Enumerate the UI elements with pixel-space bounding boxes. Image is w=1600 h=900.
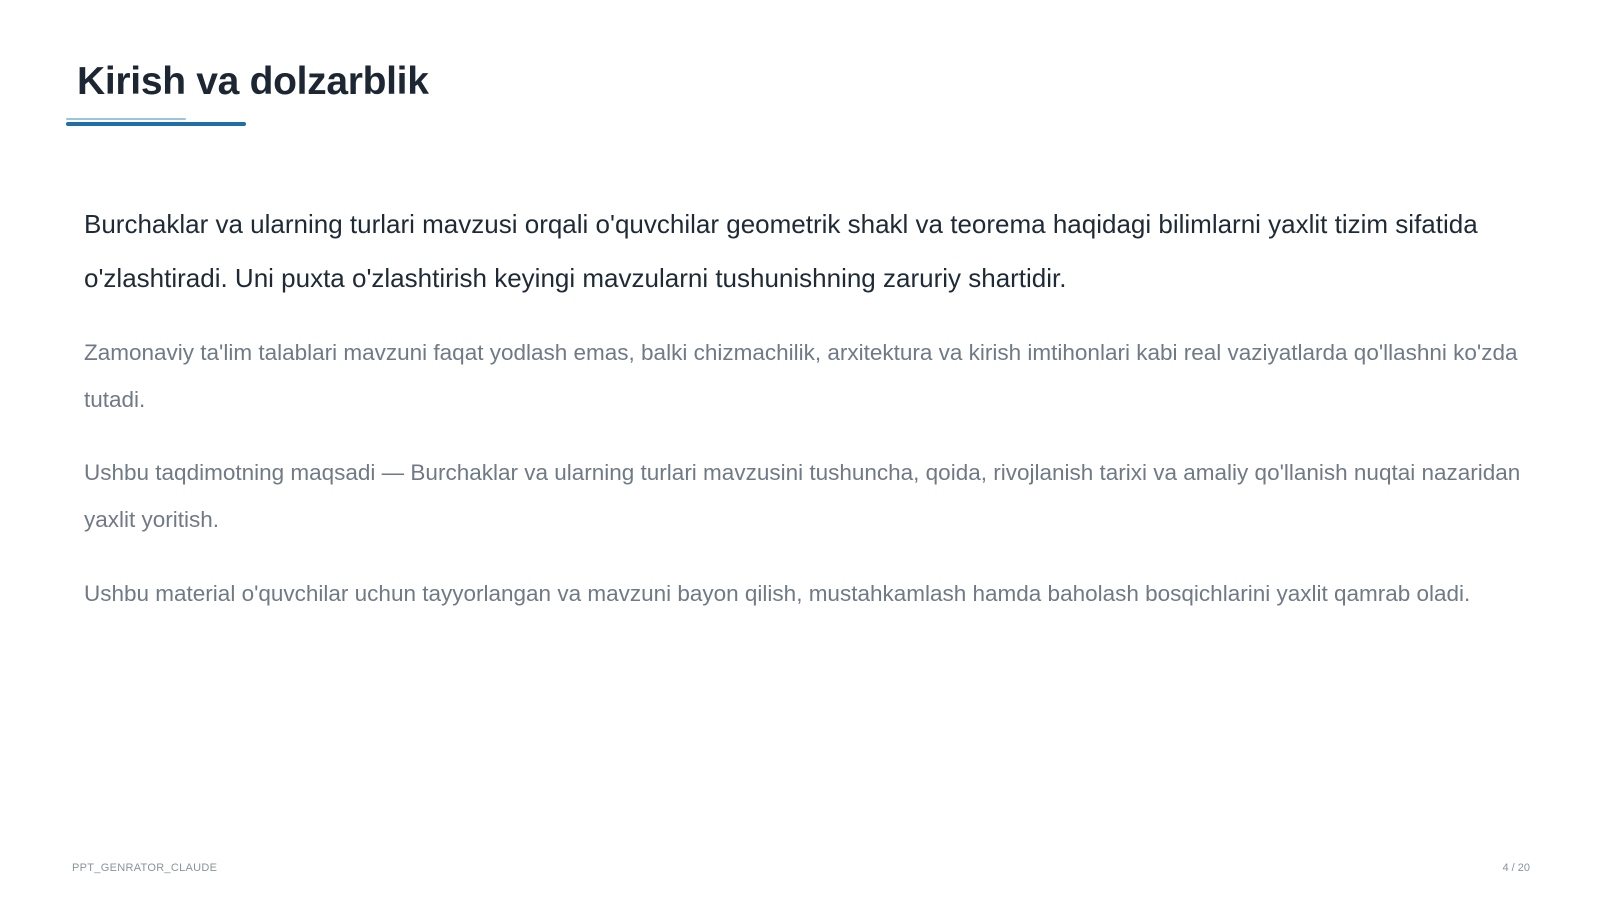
body-paragraph: Ushbu taqdimotning maqsadi — Burchaklar va ularning turlari mavzusini tushuncha, qoida, rivojlanish tarixi va amaliy qo'llanish nuqtai nazaridan yaxlit yoritish.: [84, 460, 1521, 532]
title-underline-accent: [66, 122, 246, 126]
title-underline-accent-light: [66, 118, 186, 120]
body-paragraph: Zamonaviy ta'lim talablari mavzuni faqat yodlash emas, balki chizmachilik, arxitektura va kirish imtihonlari kabi real vaziyatlarda qo'llashni ko'zda tutadi.: [84, 340, 1518, 412]
footer-page-number: 4 / 20: [1502, 862, 1530, 874]
body-paragraph: Ushbu material o'quvchilar uchun tayyorlangan va mavzuni bayon qilish, mustahkamlash hamda baholash bosqichlarini yaxlit qamrab oladi.: [84, 581, 1471, 606]
lead-paragraph: Burchaklar va ularning turlari mavzusi orqali o'quvchilar geometrik shakl va teorema haqidagi bilimlarni yaxlit tizim sifatida o'zlashtiradi. Uni puxta o'zlashtirish keyingi mavzularni tushunishning zaruriy shartidir.: [84, 209, 1478, 293]
footer-source-label: PPT_GENRATOR_CLAUDE: [72, 862, 218, 874]
slide-title: Kirish va dolzarblik: [77, 60, 429, 103]
